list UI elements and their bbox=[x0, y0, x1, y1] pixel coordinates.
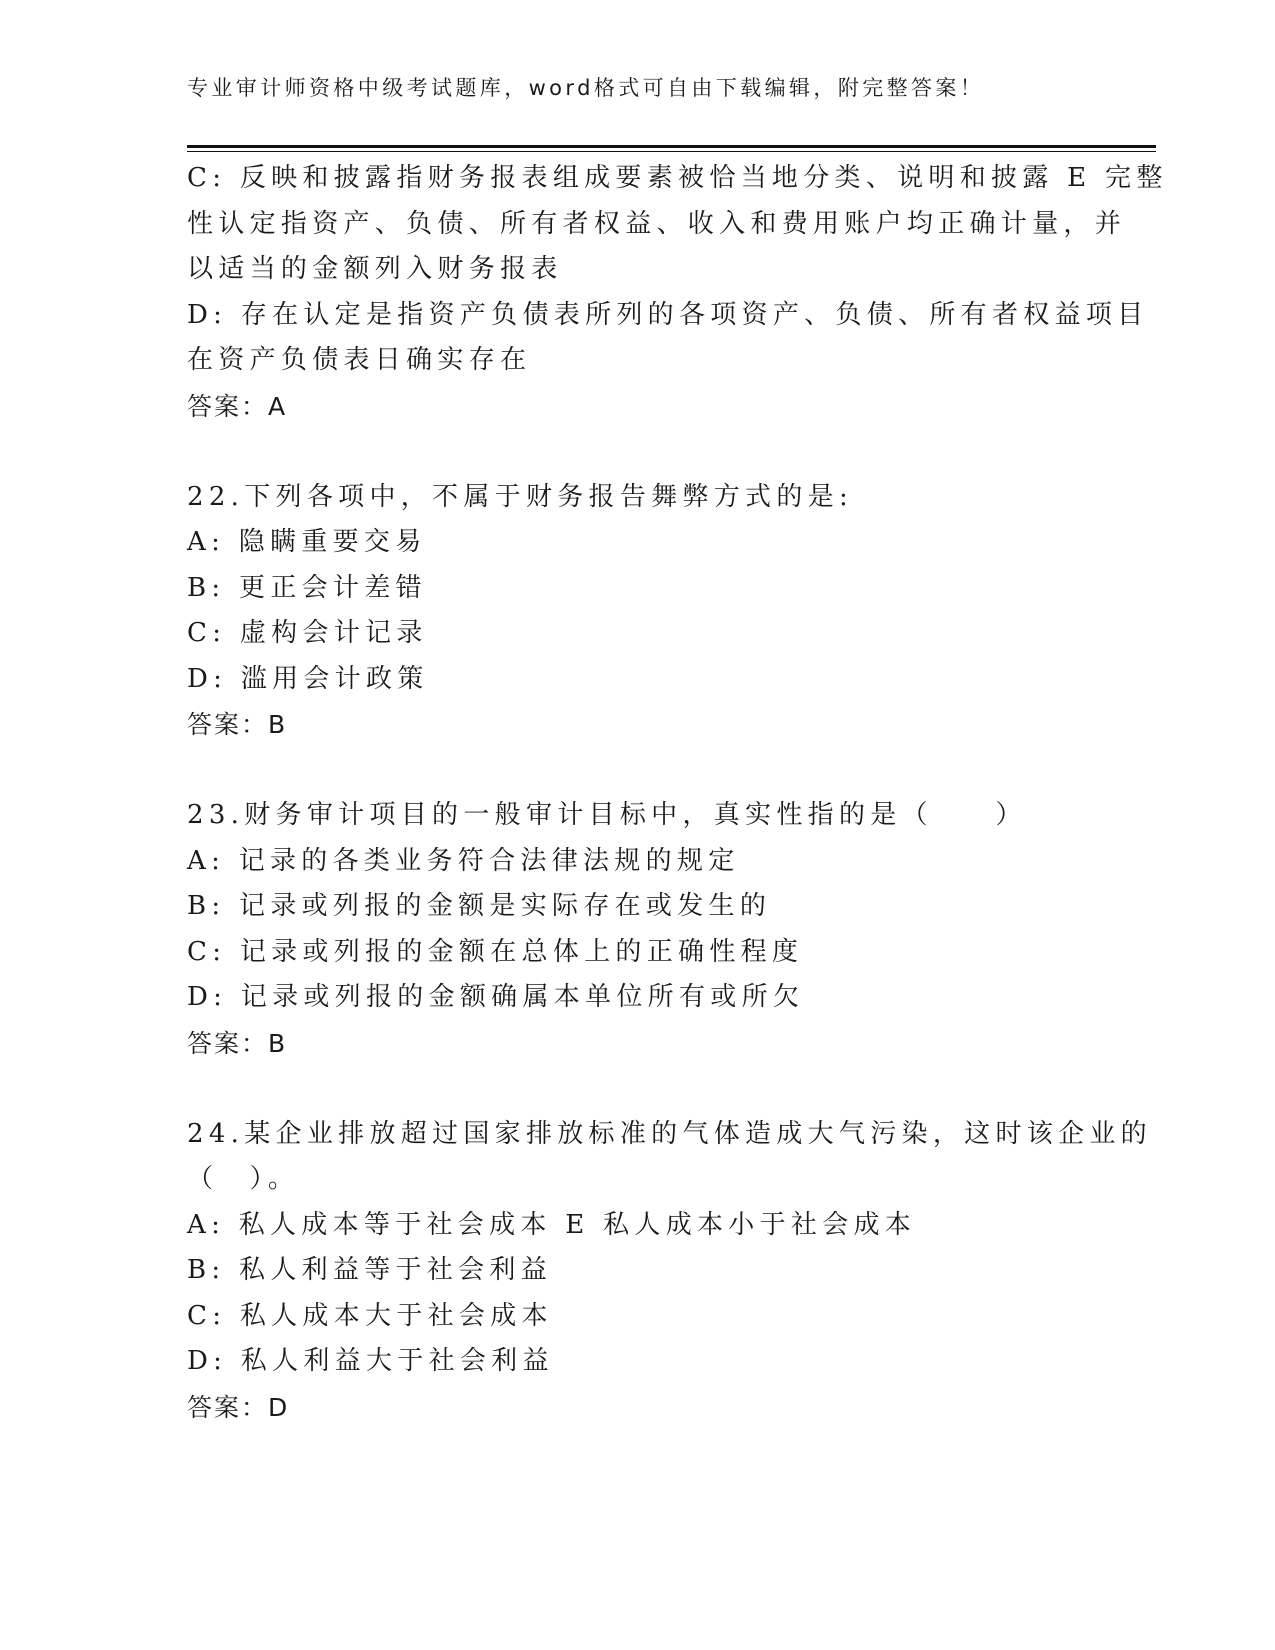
question-23 bbox=[187, 793, 1087, 1066]
option-d: D: 私人利益大于社会利益 bbox=[187, 1346, 554, 1376]
option-d: D: 滥用会计政策 bbox=[187, 663, 429, 694]
option-a: A: 记录的各类业务符合法律法规的规定 bbox=[187, 845, 740, 876]
question-text: 24.某企业排放超过国家排放标准的气体造成大气污染，这时该企业的 bbox=[187, 1118, 1152, 1149]
option-line: 以适当的金额列入财务报表 bbox=[187, 254, 563, 284]
header-rule-thick bbox=[187, 145, 1156, 148]
option-c: C: 记录或列报的金额在总体上的正确性程度 bbox=[187, 936, 804, 967]
option-line: 在资产负债表日确实存在 bbox=[187, 345, 532, 375]
option-line: D: 存在认定是指资产负债表所列的各项资产、负债、所有者权益项目 bbox=[187, 299, 1149, 330]
option-c: C: 虚构会计记录 bbox=[187, 618, 428, 648]
page-header: 专业审计师资格中级考试题库，word格式可自由下载编辑，附完整答案！ bbox=[187, 76, 985, 100]
option-b: B: 记录或列报的金额是实际存在或发生的 bbox=[187, 891, 772, 921]
answer-24: 答案：D bbox=[187, 1392, 290, 1422]
question-text: 22.下列各项中，不属于财务报告舞弊方式的是: bbox=[187, 481, 854, 512]
option-c: C: 私人成本大于社会成本 bbox=[187, 1300, 553, 1331]
option-line: 性认定指资产、负债、所有者权益、收入和费用账户均正确计量，并 bbox=[187, 208, 1127, 239]
option-line: C: 反映和披露指财务报表组成要素被恰当地分类、说明和披露 E 完整 bbox=[187, 163, 1168, 193]
option-a: A: 私人成本等于社会成本 E 私人成本小于社会成本 bbox=[187, 1209, 917, 1240]
option-d: D: 记录或列报的金额确属本单位所有或所欠 bbox=[187, 982, 805, 1012]
question-24 bbox=[187, 1112, 1152, 1431]
question-text-continued: （ ）。 bbox=[187, 1164, 300, 1194]
question-text: 23.财务审计项目的一般审计目标中，真实性指的是（ ） bbox=[187, 800, 1027, 830]
spacer bbox=[187, 1066, 1087, 1112]
spacer bbox=[187, 429, 1087, 475]
spacer bbox=[187, 748, 1087, 794]
answer-22: 答案：B bbox=[187, 710, 288, 739]
question-22 bbox=[187, 475, 1087, 748]
header-rule-thin bbox=[187, 151, 1156, 152]
answer-21: 答案：A bbox=[187, 391, 288, 421]
answer-23: 答案：B bbox=[187, 1028, 288, 1058]
option-b: B: 私人利益等于社会利益 bbox=[187, 1255, 553, 1285]
document-body bbox=[187, 156, 1168, 1430]
option-a: A: 隐瞒重要交易 bbox=[187, 527, 427, 557]
option-b: B: 更正会计差错 bbox=[187, 572, 427, 603]
question-21-continuation bbox=[187, 156, 1168, 429]
